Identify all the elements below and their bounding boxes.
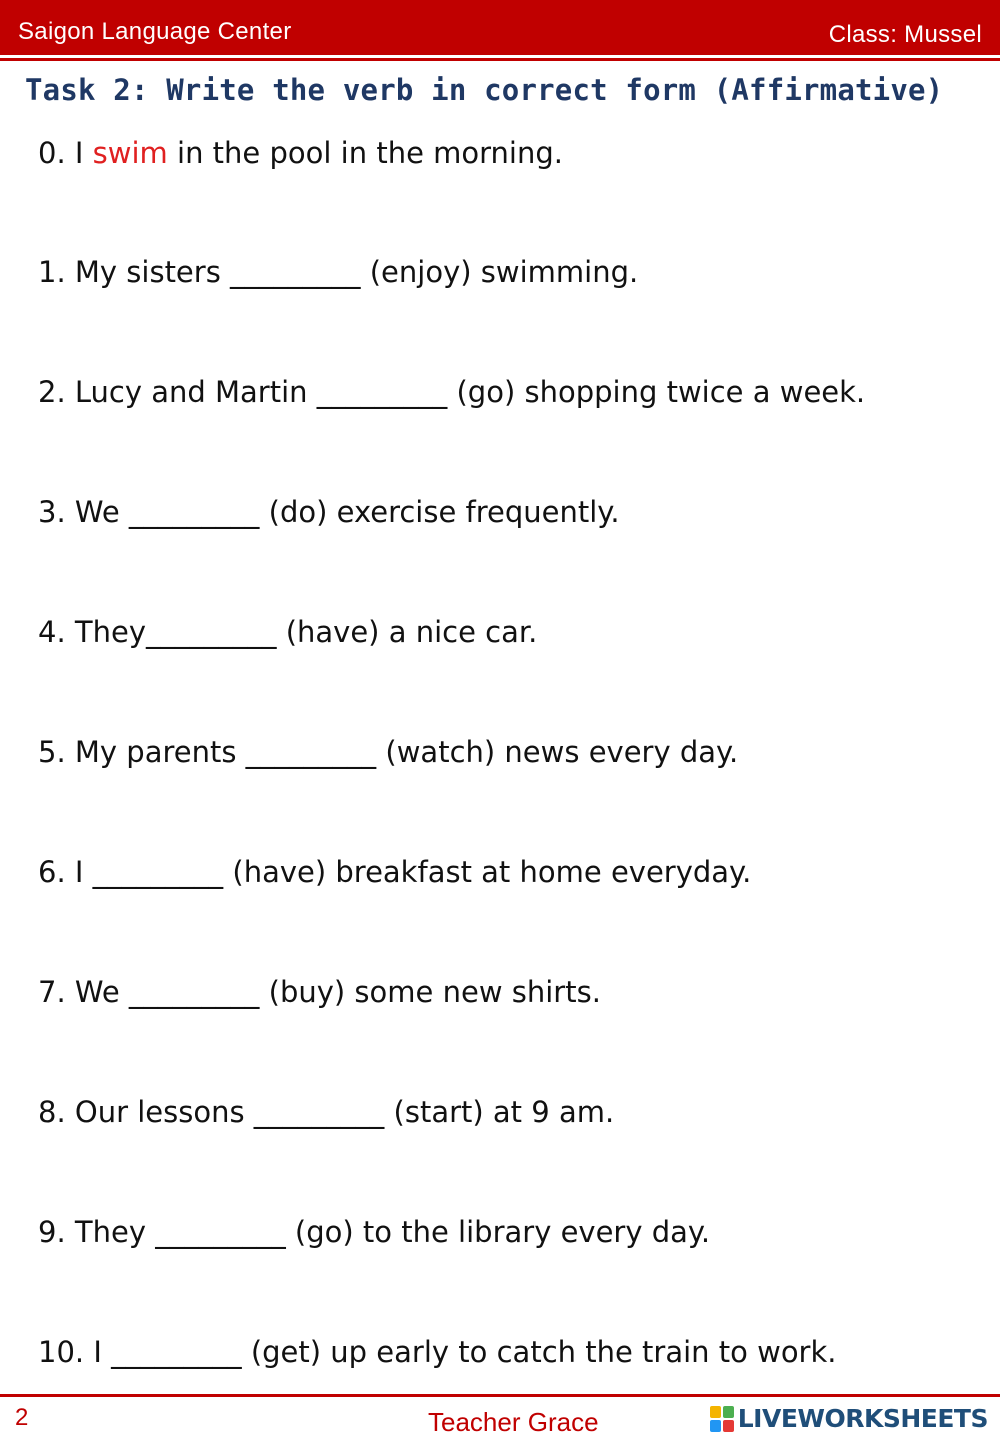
header-divider (0, 58, 1000, 61)
question-7[interactable]: 7. We _________ (buy) some new shirts. (38, 975, 601, 1009)
example-answer: swim (92, 136, 168, 170)
question-4[interactable]: 4. They_________ (have) a nice car. (38, 615, 538, 649)
task-title: Task 2: Write the verb in correct form (Affirmative) (25, 73, 944, 107)
liveworksheets-logo-icon (710, 1406, 734, 1432)
question-6[interactable]: 6. I _________ (have) breakfast at home everyday. (38, 855, 752, 889)
teacher-name: Teacher Grace (428, 1407, 599, 1437)
question-10[interactable]: 10. I _________ (get) up early to catch the train to work. (38, 1335, 837, 1369)
logo-text: LIVEWORKSHEETS (737, 1404, 988, 1433)
example-suffix: in the pool in the morning. (167, 136, 563, 170)
header-bar (0, 0, 1000, 55)
question-3[interactable]: 3. We _________ (do) exercise frequently. (38, 495, 620, 529)
question-5[interactable]: 5. My parents _________ (watch) news every day. (38, 735, 739, 769)
question-8[interactable]: 8. Our lessons _________ (start) at 9 am. (38, 1095, 615, 1129)
question-1[interactable]: 1. My sisters _________ (enjoy) swimming. (38, 255, 639, 289)
footer-divider (0, 1394, 1000, 1397)
example-prefix: 0. I (38, 136, 93, 170)
question-2[interactable]: 2. Lucy and Martin _________ (go) shopping twice a week. (38, 375, 866, 409)
school-name: Saigon Language Center (18, 18, 292, 45)
example-sentence (38, 136, 563, 170)
page-number: 2 (15, 1404, 29, 1431)
class-name: Class: Mussel (828, 21, 982, 48)
question-9[interactable]: 9. They _________ (go) to the library every day. (38, 1215, 711, 1249)
liveworksheets-logo (710, 1404, 988, 1433)
